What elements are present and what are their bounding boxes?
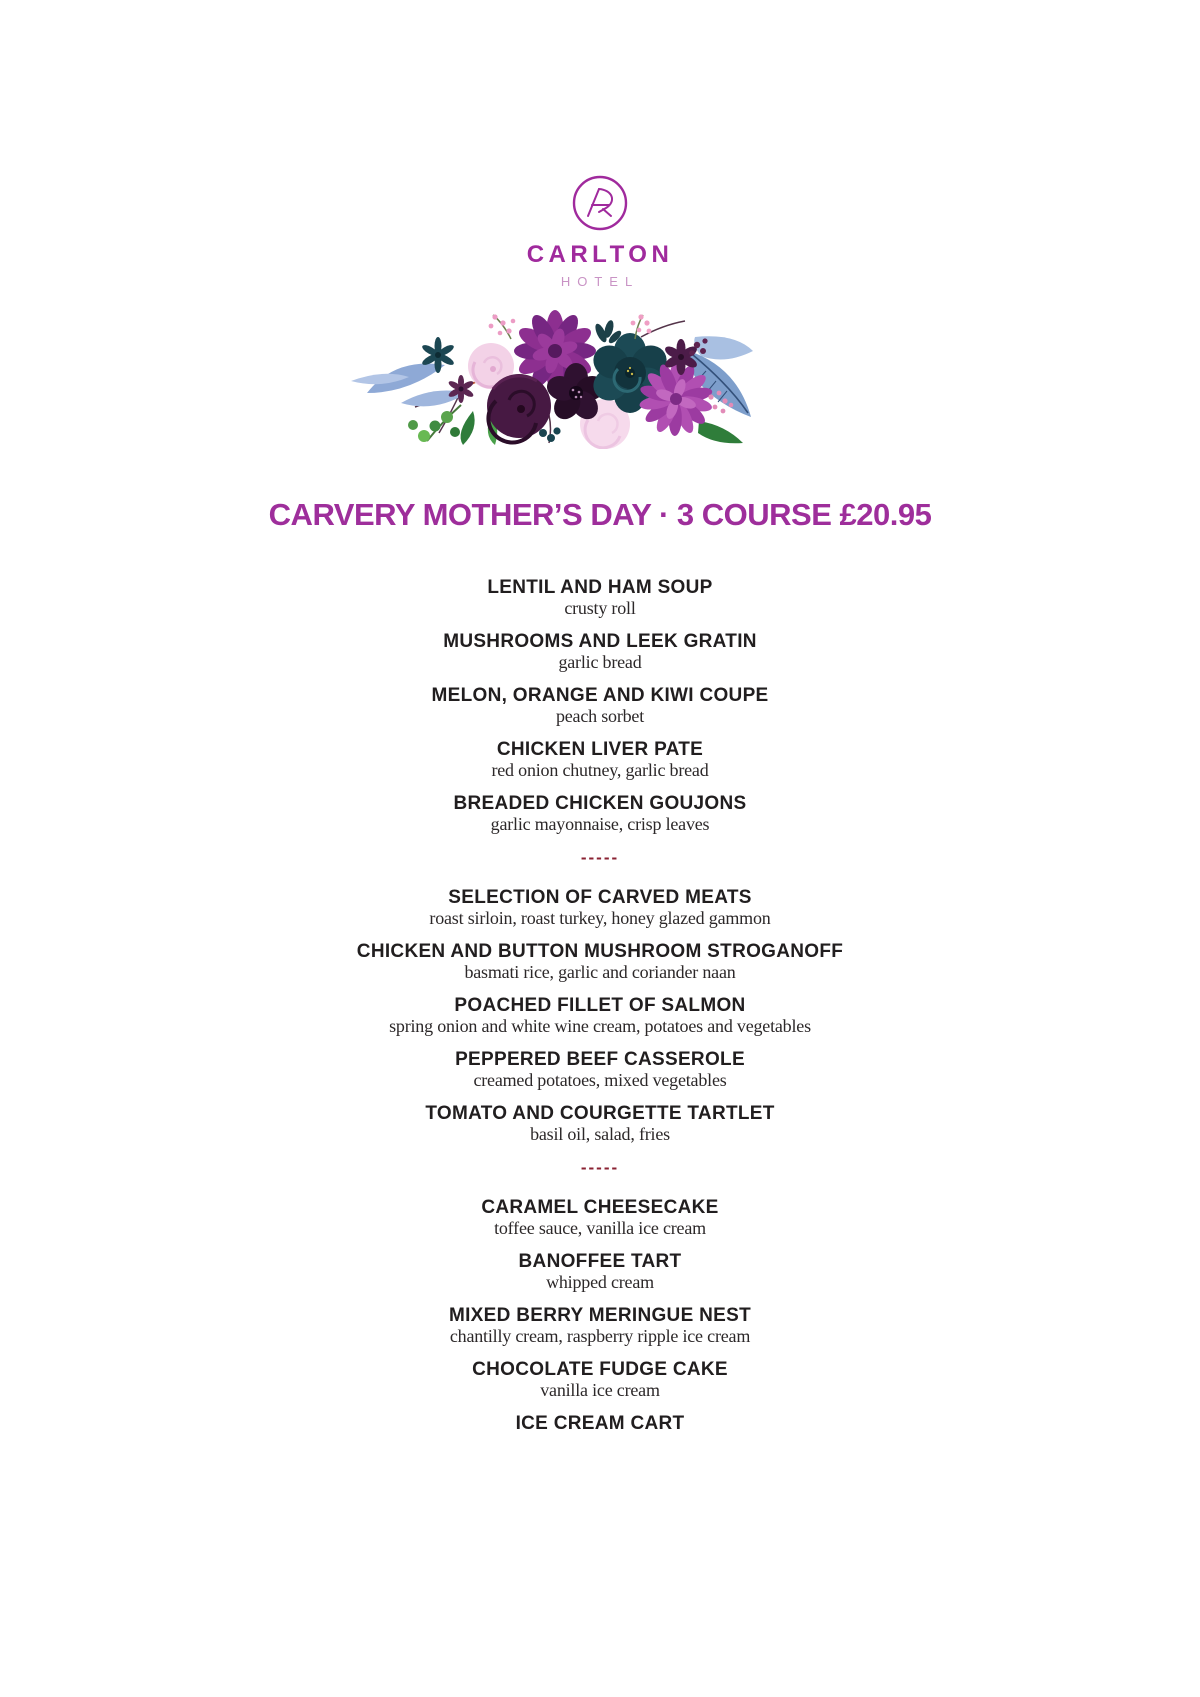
menu-item	[0, 794, 1200, 834]
course-divider: -----	[580, 848, 620, 867]
menu-item	[0, 1306, 1200, 1346]
hotel-logo	[0, 172, 1200, 289]
menu-item-desc: garlic mayonnaise, crisp leaves	[490, 814, 710, 834]
menu-item	[0, 1414, 1200, 1434]
menu-item-desc: roast sirloin, roast turkey, honey glazed gammon	[429, 908, 771, 928]
menu-item-name: CHICKEN LIVER PATE	[496, 739, 704, 760]
menu-item-name: SELECTION OF CARVED MEATS	[448, 887, 752, 908]
menu-item	[0, 632, 1200, 672]
menu-item-name: CARAMEL CHEESECAKE	[481, 1197, 719, 1218]
menu-item	[0, 996, 1200, 1036]
menu-item-name: MIXED BERRY MERINGUE NEST	[448, 1305, 752, 1326]
menu-item-name: CHICKEN AND BUTTON MUSHROOM STROGANOFF	[356, 941, 844, 962]
menu-item	[0, 942, 1200, 982]
menu-item-desc: basmati rice, garlic and coriander naan	[464, 962, 736, 982]
carlton-monogram-icon	[569, 172, 631, 234]
menu-item-name: BREADED CHICKEN GOUJONS	[453, 793, 747, 814]
menu-item-desc: creamed potatoes, mixed vegetables	[473, 1070, 727, 1090]
brand-name: CARLTON	[526, 241, 674, 268]
menu-item	[0, 686, 1200, 726]
menu-item	[0, 1104, 1200, 1144]
menu-item-desc: vanilla ice cream	[540, 1380, 660, 1400]
menu-item	[0, 888, 1200, 928]
menu-item-name: LENTIL AND HAM SOUP	[487, 577, 713, 598]
menu-item-desc: garlic bread	[558, 652, 642, 672]
brand-subtitle: HOTEL	[560, 274, 640, 289]
menu-item-desc: peach sorbet	[555, 706, 645, 726]
menu-item-desc: whipped cream	[546, 1272, 654, 1292]
page-title: CARVERY MOTHER’S DAY · 3 COURSE £20.95	[268, 497, 932, 532]
menu-item	[0, 1252, 1200, 1292]
menu-item	[0, 578, 1200, 618]
menu-item-name: POACHED FILLET OF SALMON	[454, 995, 746, 1016]
menu-item-name: MUSHROOMS AND LEEK GRATIN	[443, 631, 757, 652]
floral-decoration-image	[343, 293, 757, 449]
menu-item-desc: chantilly cream, raspberry ripple ice cream	[449, 1326, 751, 1346]
menu-item	[0, 1050, 1200, 1090]
menu-item	[0, 1360, 1200, 1400]
menu-item	[0, 1198, 1200, 1238]
menu-item-desc: crusty roll	[564, 598, 636, 618]
menu-item-name: CHOCOLATE FUDGE CAKE	[472, 1359, 728, 1380]
menu-item-name: ICE CREAM CART	[515, 1413, 685, 1434]
menu-item-name: BANOFFEE TART	[518, 1251, 682, 1272]
menu-list	[0, 578, 1200, 1448]
menu-item-name: MELON, ORANGE AND KIWI COUPE	[431, 685, 769, 706]
menu-item-desc: basil oil, salad, fries	[530, 1124, 670, 1144]
course-divider: -----	[580, 1158, 620, 1177]
menu-item-name: TOMATO AND COURGETTE TARTLET	[425, 1103, 775, 1124]
menu-item-desc: red onion chutney, garlic bread	[491, 760, 709, 780]
menu-item-desc: spring onion and white wine cream, potatoes and vegetables	[389, 1016, 811, 1036]
menu-item-desc: toffee sauce, vanilla ice cream	[494, 1218, 706, 1238]
menu-item	[0, 740, 1200, 780]
menu-item-name: PEPPERED BEEF CASSEROLE	[455, 1049, 745, 1070]
